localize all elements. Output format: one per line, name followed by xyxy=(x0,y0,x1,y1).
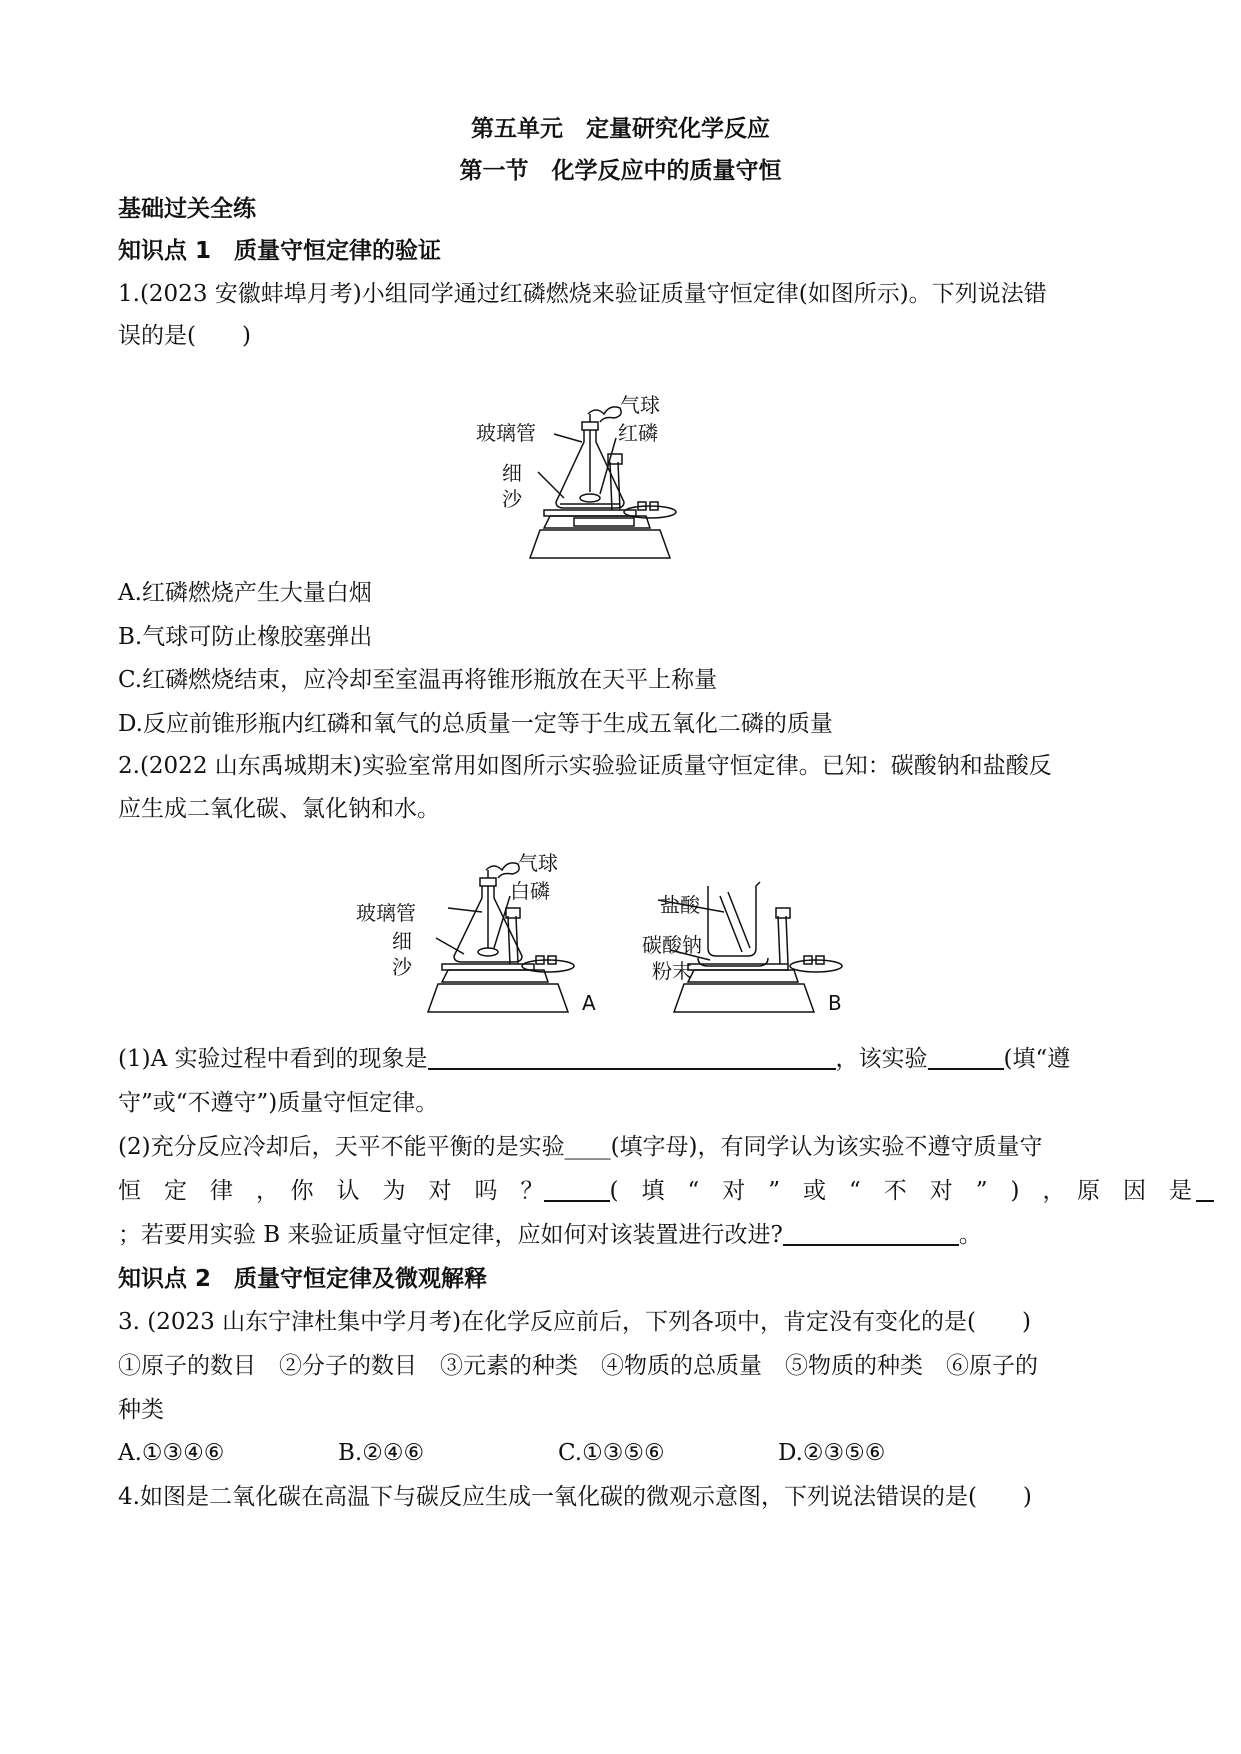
q2-label-sand-1: 细 xyxy=(392,929,412,953)
q2-sub1-line1 xyxy=(118,1044,1128,1074)
q2-sub2-line3-prefix: ；若要用实验 B 来验证质量守恒定律，应如何对该装置进行改进? xyxy=(118,1222,783,1248)
q2-label-glass-tube: 玻璃管 xyxy=(356,901,416,925)
q1-option-c: C.红磷燃烧结束，应冷却至室温再将锥形瓶放在天平上称量 xyxy=(118,667,718,693)
q2-label-white-phosphorus: 白磷 xyxy=(510,879,550,903)
section-title: 第一节 化学反应中的质量守恒 xyxy=(459,158,782,184)
q2-label-balloon: 气球 xyxy=(518,851,558,875)
q3-options xyxy=(118,1438,1128,1468)
q2-sub2-answer-blank-1[interactable] xyxy=(544,1178,610,1202)
q2-stem-line1: 2.(2022 山东禹城期末)实验室常用如图所示实验验证质量守恒定律。已知：碳酸钠和盐酸反 xyxy=(118,753,1052,779)
q1-apparatus-figure xyxy=(476,393,740,562)
q3-option-d: D.②③⑤⑥ xyxy=(778,1440,886,1466)
q2-sub2-line1: (2)充分反应冷却后，天平不能平衡的是实验____(填字母)，有同学认为该实验不遵守质量守 xyxy=(118,1134,1043,1160)
q3-option-c: C.①③⑤⑥ xyxy=(558,1440,665,1466)
q1-option-b: B.气球可防止橡胶塞弹出 xyxy=(118,624,373,650)
unit-title: 第五单元 定量研究化学反应 xyxy=(471,116,770,142)
q2-sub2-line2-middle: ( 填 “ 对 ” 或 “ 不 对 ” ) ， 原 因 是 xyxy=(609,1178,1192,1204)
q2-sub1-line2: 守”或“不遵守”)质量守恒定律。 xyxy=(118,1090,439,1116)
q1-label-sand-1: 细 xyxy=(502,461,522,485)
q1-label-balloon: 气球 xyxy=(620,393,660,417)
q4-stem: 4.如图是二氧化碳在高温下与碳反应生成一氧化碳的微观示意图，下列说法错误的是( ) xyxy=(118,1484,1032,1510)
q1-option-a: A.红磷燃烧产生大量白烟 xyxy=(118,580,372,606)
q2-sub2-line3 xyxy=(118,1220,1128,1250)
q1-option-d: D.反应前锥形瓶内红磷和氧气的总质量一定等于生成五氧化二磷的质量 xyxy=(118,711,833,737)
q2-sub2-line2-prefix: 恒 定 律 ， 你 认 为 对 吗 ？ xyxy=(118,1178,544,1204)
q1-label-glass-tube: 玻璃管 xyxy=(476,421,536,445)
q2-apparatus-figure xyxy=(356,851,858,1016)
q3-stem: 3. (2023 山东宁津杜集中学月考)在化学反应前后，下列各项中，肯定没有变化的是( ) xyxy=(118,1309,1031,1335)
q1-stem-line2: 误的是( ) xyxy=(118,323,251,349)
q2-sub1-prefix: (1)A 实验过程中看到的现象是 xyxy=(118,1046,428,1072)
q2-sub2-answer-blank-3[interactable] xyxy=(783,1222,959,1246)
q1-label-sand-2: 沙 xyxy=(502,487,522,511)
q2-label-na2co3-2: 粉末 xyxy=(652,959,692,983)
q2-sub1-answer-blank-1[interactable] xyxy=(428,1046,836,1070)
q2-label-hcl: 盐酸 xyxy=(660,893,700,917)
q2-label-b: B xyxy=(828,991,842,1015)
q2-label-na2co3-1: 碳酸钠 xyxy=(642,933,702,957)
practice-heading: 基础过关全练 xyxy=(118,196,256,222)
q2-sub2-line3-suffix: 。 xyxy=(958,1222,982,1248)
q2-sub1-answer-blank-2[interactable] xyxy=(928,1046,1004,1070)
q3-items-line2: 种类 xyxy=(118,1397,164,1423)
q3-option-b: B.②④⑥ xyxy=(338,1440,425,1466)
q2-sub2-line2 xyxy=(118,1176,1192,1206)
q2-sub2-answer-blank-2[interactable] xyxy=(1196,1178,1214,1202)
q2-sub1-middle: ，该实验 xyxy=(835,1046,928,1072)
q2-sub1-suffix: (填“遵 xyxy=(1003,1046,1071,1072)
knowledge-point-2-heading: 知识点 2 质量守恒定律及微观解释 xyxy=(118,1266,488,1292)
q2-stem-line2: 应生成二氧化碳、氯化钠和水。 xyxy=(118,796,440,822)
q3-option-a: A.①③④⑥ xyxy=(118,1440,225,1466)
q1-stem-line1: 1.(2023 安徽蚌埠月考)小组同学通过红磷燃烧来验证质量守恒定律(如图所示)。下列说法错 xyxy=(118,281,1047,307)
q1-label-red-phosphorus: 红磷 xyxy=(618,421,658,445)
q2-label-sand-2: 沙 xyxy=(392,955,412,979)
q2-label-a: A xyxy=(582,991,596,1015)
knowledge-point-1-heading: 知识点 1 质量守恒定律的验证 xyxy=(118,238,442,264)
q3-items-line1: ①原子的数目 ②分子的数目 ③元素的种类 ④物质的总质量 ⑤物质的种类 ⑥原子的 xyxy=(118,1353,1038,1379)
